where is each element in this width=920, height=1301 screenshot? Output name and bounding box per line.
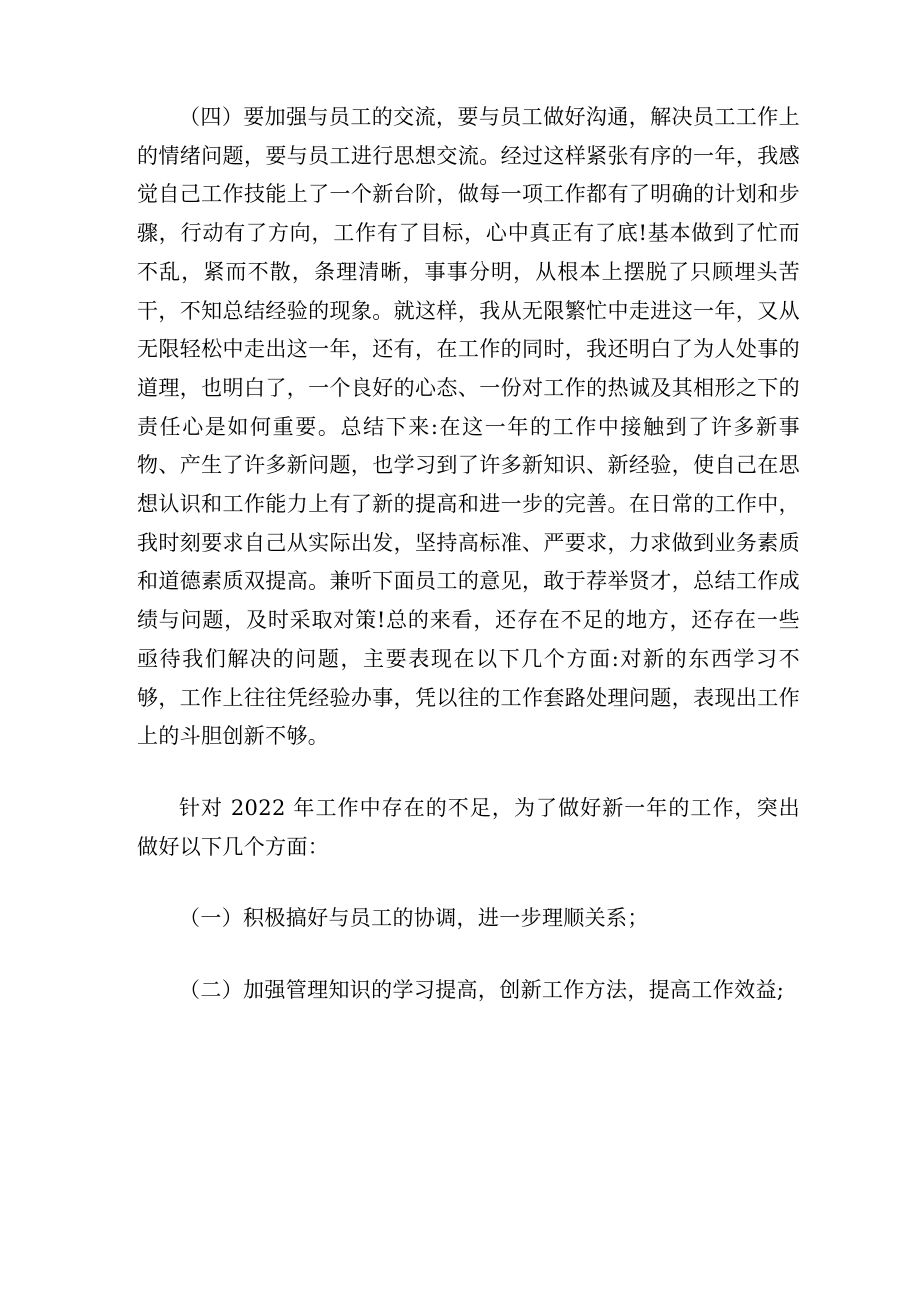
paragraph-item-two: （二）加强管理知识的学习提高，创新工作方法，提高工作效益; xyxy=(179,978,785,1003)
paragraph-item-one: （一）积极搞好与员工的协调，进一步理顺关系； xyxy=(179,906,649,931)
paragraph-improvement-intro: 针对 2022 年工作中存在的不足，为了做好新一年的工作，突出做好以下几个方面： xyxy=(137,795,800,859)
document-body xyxy=(137,98,800,1010)
paragraph-summary: （四）要加强与员工的交流，要与员工做好沟通，解决员工工作上的情绪问题，要与员工进行思想交流。经过这样紧张有序的一年，我感觉自己工作技能上了一个新台阶，做每一项工作都有了明确的计划和步骤，行动有了方向，工作有了目标，心中真正有了底!基本做到了忙而不乱，紧而不散，条理清晰，事事分明，从根本上摆脱了只顾埋头苦干，不知总结经验的现象。就这样，我从无限繁忙中走进这一年，又从无限轻松中走出这一年，还有，在工作的同时，我还明白了为人处事的道理，也明白了，一个良好的心态、一份对工作的热诚及其相形之下的责任心是如何重要。总结下来:在这一年的工作中接触到了许多新事物、产生了许多新问题，也学习到了许多新知识、新经验，使自己在思想认识和工作能力上有了新的提高和进一步的完善。在日常的工作中，我时刻要求自己从实际出发，坚持高标准、严要求，力求做到业务素质和道德素质双提高。兼听下面员工的意见，敢于荐举贤才，总结工作成绩与问题，及时采取对策!总的来看，还存在不足的地方，还存在一些亟待我们解决的问题，主要表现在以下几个方面:对新的东西学习不够，工作上往往凭经验办事，凭以往的工作套路处理问题，表现出工作上的斗胆创新不够。 xyxy=(137,105,800,749)
